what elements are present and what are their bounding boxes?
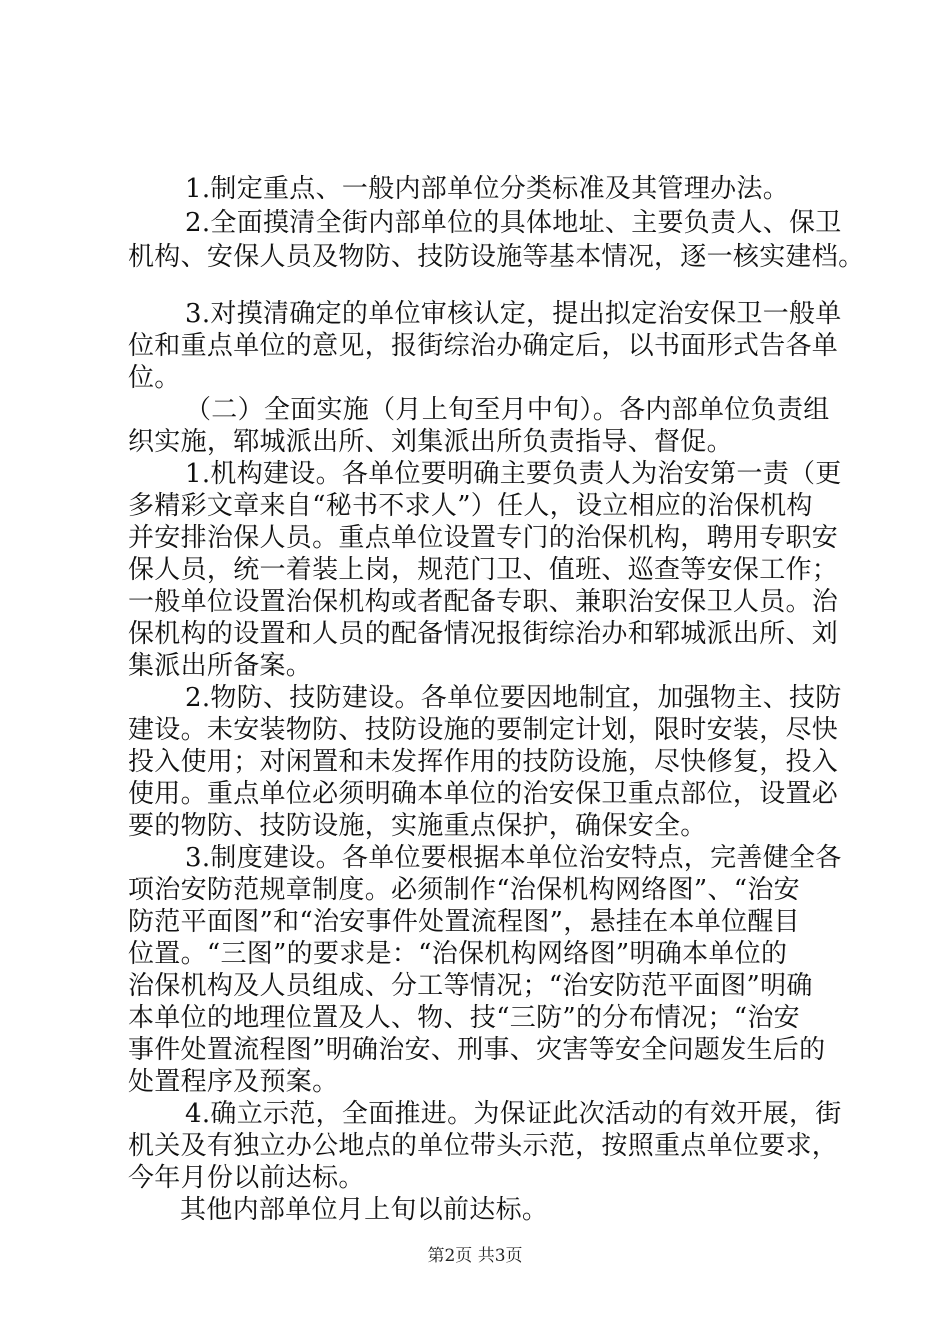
body-line: 一般单位设置治保机构或者配备专职、兼职治安保卫人员。治 xyxy=(128,587,839,617)
body-line: 1.制定重点、一般内部单位分类标准及其管理办法。 xyxy=(185,174,790,204)
body-line: 保人员，统一着装上岗，规范门卫、值班、巡查等安保工作； xyxy=(128,555,839,585)
body-line: 位和重点单位的意见，报街综治办确定后，以书面形式告各单 xyxy=(128,331,839,361)
body-line: 4.确立示范，全面推进。为保证此次活动的有效开展，街 xyxy=(185,1099,842,1129)
body-line: 处置程序及预案。 xyxy=(128,1067,339,1097)
body-line: 使用。重点单位必须明确本单位的治安保卫重点部位，设置必 xyxy=(128,779,839,809)
body-line: 机关及有独立办公地点的单位带头示范，按照重点单位要求， xyxy=(128,1131,839,1161)
page-footer: 第2页 共3页 xyxy=(427,1246,523,1266)
body-line: 2.全面摸清全街内部单位的具体地址、主要负责人、保卫 xyxy=(185,208,842,238)
body-line: 治保机构及人员组成、分工等情况；“治安防范平面图”明确 xyxy=(128,971,813,1001)
body-line: 机构、安保人员及物防、技防设施等基本情况，逐一核实建档。 xyxy=(128,242,865,272)
body-line: 事件处置流程图”明确治安、刑事、灾害等安全问题发生后的 xyxy=(128,1035,826,1065)
body-line: 位置。“三图”的要求是：“治保机构网络图”明确本单位的 xyxy=(128,939,788,969)
body-line: 3.制度建设。各单位要根据本单位治安特点，完善健全各 xyxy=(185,843,842,873)
body-line: 1.机构建设。各单位要明确主要负责人为治安第一责（更 xyxy=(185,459,842,489)
body-line: （二）全面实施（月上旬至月中旬）。各内部单位负责组 xyxy=(185,395,830,425)
body-line: 本单位的地理位置及人、物、技“三防”的分布情况；“治安 xyxy=(128,1003,800,1033)
body-line: 3.对摸清确定的单位审核认定，提出拟定治安保卫一般单 xyxy=(185,299,842,329)
body-line: 位。 xyxy=(128,363,181,393)
body-line: 今年月份以前达标。 xyxy=(128,1163,365,1193)
body-line: 要的物防、技防设施，实施重点保护，确保安全。 xyxy=(128,811,707,841)
body-line: 保机构的设置和人员的配备情况报街综治办和郓城派出所、刘 xyxy=(128,619,839,649)
body-line: 多精彩文章来自“秘书不求人”）任人，设立相应的治保机构 xyxy=(128,491,813,521)
body-line: 并安排治保人员。重点单位设置专门的治保机构，聘用专职安 xyxy=(128,523,839,553)
body-line: 投入使用；对闲置和未发挥作用的技防设施，尽快修复，投入 xyxy=(128,747,839,777)
body-line: 集派出所备案。 xyxy=(128,651,313,681)
body-line: 项治安防范规章制度。必须制作“治保机构网络图”、“治安 xyxy=(128,875,800,905)
body-line: 防范平面图”和“治安事件处置流程图”，悬挂在本单位醒目 xyxy=(128,907,800,937)
body-line: 建设。未安装物防、技防设施的要制定计划，限时安装，尽快 xyxy=(128,715,839,745)
body-line: 其他内部单位月上旬以前达标。 xyxy=(180,1195,549,1225)
body-line: 2.物防、技防建设。各单位要因地制宜，加强物主、技防 xyxy=(185,683,842,713)
body-line: 织实施，郓城派出所、刘集派出所负责指导、督促。 xyxy=(128,427,733,457)
